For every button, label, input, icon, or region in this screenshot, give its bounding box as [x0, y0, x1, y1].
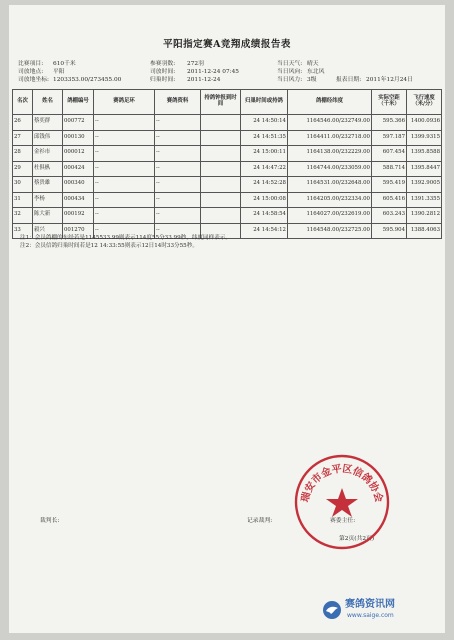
- release-place-label: 司放地点:: [18, 69, 44, 75]
- release-time-value: 2011-12-24 07:45: [187, 69, 239, 75]
- cell-loft-coordinates: 1164546.00/232749.00: [288, 115, 372, 131]
- cell-distance: 607.454: [372, 146, 407, 162]
- note-2: 注2：会员信鸽归巢时间若是12 14:33:55则表示12日14时33分55秒。: [20, 243, 198, 249]
- cell-rank: 29: [13, 161, 33, 177]
- wind-force-value: 3级: [307, 77, 317, 83]
- release-place-value: 平阳: [53, 69, 65, 75]
- cell-ring-number: --: [94, 146, 155, 162]
- entries-label: 参赛羽数:: [150, 61, 176, 67]
- cell-loft-coordinates: 1164531.00/232648.00: [288, 177, 372, 193]
- table-row: [13, 130, 442, 146]
- cell-homing-time: 24 14:50:14: [241, 115, 288, 131]
- header-ring-number: 赛鸽足环: [94, 90, 155, 115]
- weather-label: 当日天气:: [277, 61, 303, 67]
- event-label: 比赛项目:: [18, 61, 44, 67]
- header-name: 姓名: [33, 90, 63, 115]
- header-rank: 名次: [13, 90, 33, 115]
- cell-loft-number: 000340: [63, 177, 94, 193]
- header-speed: 飞行速度（米/分）: [407, 90, 442, 115]
- cell-name: 金衫市: [33, 146, 63, 162]
- cell-homing-time: 24 15:00:08: [241, 192, 288, 208]
- cell-clock-report-time: [201, 177, 241, 193]
- cell-distance: 595.904: [372, 223, 407, 239]
- cell-distance: 595.366: [372, 115, 407, 131]
- cell-pigeon-info: --: [155, 146, 201, 162]
- cell-name: 毅兴: [33, 223, 63, 239]
- header-clock-report-time: 持鸽钟报到时间: [201, 90, 241, 115]
- table-row: [13, 177, 442, 193]
- cell-ring-number: --: [94, 161, 155, 177]
- cell-ring-number: --: [94, 192, 155, 208]
- cell-loft-coordinates: 1164548.00/232725.00: [288, 223, 372, 239]
- official-seal: [292, 452, 392, 552]
- cell-distance: 597.187: [372, 130, 407, 146]
- cell-distance: 605.416: [372, 192, 407, 208]
- wind-force-label: 当日风力:: [277, 77, 303, 83]
- committee-label: 赛委主任:: [330, 518, 356, 524]
- cell-homing-time: 24 14:47:22: [241, 161, 288, 177]
- page-number: 第2页(共2页): [339, 536, 375, 542]
- cell-loft-number: 000434: [63, 192, 94, 208]
- cell-loft-number: 000012: [63, 146, 94, 162]
- wind-direction-label: 当日风向:: [277, 69, 303, 75]
- cell-speed: 1399.9315: [407, 130, 442, 146]
- report-date-value: 2011年12月24日: [366, 77, 413, 83]
- watermark-url: www.saige.com: [347, 612, 394, 619]
- cell-ring-number: --: [94, 223, 155, 239]
- cell-clock-report-time: [201, 192, 241, 208]
- table-row: [13, 146, 442, 162]
- cell-pigeon-info: --: [155, 130, 201, 146]
- cell-distance: 588.714: [372, 161, 407, 177]
- seal-text: 瑞安市金平区信鸽协会: [300, 463, 384, 504]
- results-table: [12, 89, 442, 239]
- cell-distance: 603.243: [372, 208, 407, 224]
- cell-clock-report-time: [201, 115, 241, 131]
- homing-time-value: 2011-12-24: [187, 77, 221, 83]
- cell-pigeon-info: --: [155, 161, 201, 177]
- cell-name: 陈大新: [33, 208, 63, 224]
- cell-loft-coordinates: 1164205.00/232334.00: [288, 192, 372, 208]
- cell-name: 邱钱伟: [33, 130, 63, 146]
- cell-loft-number: 000424: [63, 161, 94, 177]
- seal-star-icon: [326, 488, 358, 517]
- cell-speed: 1392.9005: [407, 177, 442, 193]
- cell-loft-coordinates: 1164411.00/232718.00: [288, 130, 372, 146]
- cell-homing-time: 24 14:51:35: [241, 130, 288, 146]
- header-loft-coordinates: 鸽棚经纬度: [288, 90, 372, 115]
- pigeon-logo-icon: [322, 600, 342, 620]
- table-row: [13, 115, 442, 131]
- header-pigeon-info: 赛鸽资料: [155, 90, 201, 115]
- wind-direction-value: 东北风: [307, 69, 325, 75]
- cell-loft-number: 000130: [63, 130, 94, 146]
- cell-pigeon-info: --: [155, 192, 201, 208]
- cell-clock-report-time: [201, 130, 241, 146]
- cell-speed: 1395.8588: [407, 146, 442, 162]
- cell-pigeon-info: --: [155, 223, 201, 239]
- header-distance: 实际空距（千米）: [372, 90, 407, 115]
- cell-ring-number: --: [94, 208, 155, 224]
- report-title: 平阳指定赛A竞翔成绩报告表: [163, 39, 291, 50]
- cell-homing-time: 24 14:52:28: [241, 177, 288, 193]
- cell-loft-number: 001270: [63, 223, 94, 239]
- cell-homing-time: 24 14:58:54: [241, 208, 288, 224]
- cell-speed: 1400.0936: [407, 115, 442, 131]
- header-loft-number: 鸽棚编号: [63, 90, 94, 115]
- cell-name: 蔡奕群: [33, 115, 63, 131]
- cell-loft-coordinates: 1164027.00/232619.00: [288, 208, 372, 224]
- cell-ring-number: --: [94, 115, 155, 131]
- cell-name: 杜俱枞: [33, 161, 63, 177]
- cell-loft-number: 000192: [63, 208, 94, 224]
- cell-clock-report-time: [201, 208, 241, 224]
- cell-pigeon-info: --: [155, 208, 201, 224]
- referee-label: 裁判长:: [40, 518, 60, 524]
- release-coord-value: 1203353.00/273455.00: [53, 77, 122, 83]
- cell-speed: 1395.8447: [407, 161, 442, 177]
- weather-value: 晴天: [307, 61, 319, 67]
- cell-loft-number: 000772: [63, 115, 94, 131]
- entries-value: 272羽: [187, 61, 204, 67]
- cell-rank: 31: [13, 192, 33, 208]
- cell-rank: 26: [13, 115, 33, 131]
- table-header-row: [13, 90, 442, 115]
- cell-clock-report-time: [201, 161, 241, 177]
- table-row: [13, 192, 442, 208]
- cell-homing-time: 24 15:00:11: [241, 146, 288, 162]
- cell-ring-number: --: [94, 130, 155, 146]
- note-1: 注1：会员鸽棚的东经若是1145533.99则表示114度55分33.99秒，纬度同样表示。: [20, 235, 232, 241]
- cell-rank: 33: [13, 223, 33, 239]
- table-row: [13, 161, 442, 177]
- watermark-name: 赛鸽资讯网: [345, 599, 395, 610]
- header-homing-time: 归巢时间或持鸽: [241, 90, 288, 115]
- cell-rank: 28: [13, 146, 33, 162]
- release-time-label: 司放时间:: [150, 69, 176, 75]
- cell-rank: 32: [13, 208, 33, 224]
- report-date-label: 报表日期:: [336, 77, 362, 83]
- cell-homing-time: 24 14:54:12: [241, 223, 288, 239]
- cell-name: 蔡贵雄: [33, 177, 63, 193]
- table-row: [13, 208, 442, 224]
- cell-loft-coordinates: 1164138.00/232229.00: [288, 146, 372, 162]
- cell-distance: 595.419: [372, 177, 407, 193]
- cell-speed: 1388.4063: [407, 223, 442, 239]
- cell-name: 李杨: [33, 192, 63, 208]
- cell-speed: 1390.2812: [407, 208, 442, 224]
- event-value: 610千米: [53, 61, 76, 67]
- cell-clock-report-time: [201, 146, 241, 162]
- release-coord-label: 司放地坐标:: [18, 77, 49, 83]
- cell-loft-coordinates: 1164744.00/233059.00: [288, 161, 372, 177]
- cell-speed: 1391.3355: [407, 192, 442, 208]
- cell-rank: 30: [13, 177, 33, 193]
- homing-time-label: 归巢时间:: [150, 77, 176, 83]
- cell-rank: 27: [13, 130, 33, 146]
- recorder-label: 记录裁判:: [247, 518, 273, 524]
- cell-pigeon-info: --: [155, 115, 201, 131]
- cell-pigeon-info: --: [155, 177, 201, 193]
- cell-ring-number: --: [94, 177, 155, 193]
